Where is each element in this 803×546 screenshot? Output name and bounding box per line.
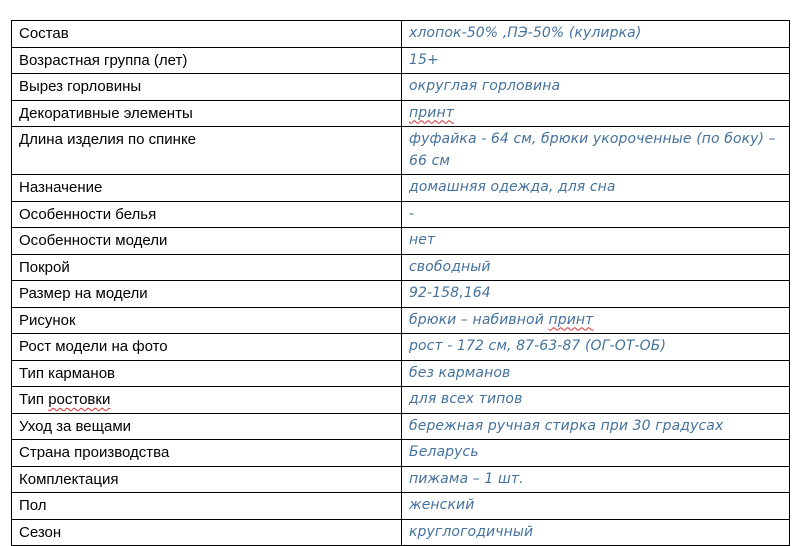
table-row [12,254,790,281]
row-label: Вырез горловины [12,74,402,101]
row-value: рост - 172 см, 87-63-87 (ОГ-ОТ-ОБ) [402,334,790,361]
row-label: Особенности модели [12,228,402,255]
table-row [12,74,790,101]
row-label: Тип карманов [12,360,402,387]
spellcheck-underlined-text: ростовки [48,391,111,408]
row-value [402,100,790,127]
row-value: нет [402,228,790,255]
row-label: Уход за вещами [12,413,402,440]
row-label [12,387,402,414]
row-label: Особенности белья [12,201,402,228]
row-value: пижама – 1 шт. [402,466,790,493]
row-value: округлая горловина [402,74,790,101]
row-label: Назначение [12,175,402,202]
row-value: хлопок-50% ,ПЭ-50% (кулирка) [402,21,790,48]
product-spec-table [11,20,790,546]
row-value [402,307,790,334]
row-value: без карманов [402,360,790,387]
table-row [12,334,790,361]
row-value: домашняя одежда, для сна [402,175,790,202]
table-row [12,47,790,74]
row-label: Пол [12,493,402,520]
row-value: 92-158,164 [402,281,790,308]
row-value: 15+ [402,47,790,74]
row-value: круглогодичный [402,519,790,546]
spellcheck-underlined-text: принт [409,104,454,121]
table-row [12,228,790,255]
row-label: Сезон [12,519,402,546]
table-row [12,440,790,467]
table-row [12,175,790,202]
spellcheck-underlined-text: принт [548,311,594,328]
table-row [12,21,790,48]
row-label: Длина изделия по спинке [12,127,402,175]
row-label: Декоративные элементы [12,100,402,127]
row-value: женский [402,493,790,520]
row-label: Рост модели на фото [12,334,402,361]
table-row [12,281,790,308]
table-row [12,127,790,175]
row-value: свободный [402,254,790,281]
table-row [12,519,790,546]
row-value: для всех типов [402,387,790,414]
row-label: Покрой [12,254,402,281]
table-row [12,360,790,387]
row-label: Состав [12,21,402,48]
table-row [12,466,790,493]
row-label: Рисунок [12,307,402,334]
label-text: Тип [19,391,49,408]
table-row [12,307,790,334]
row-value: Беларусь [402,440,790,467]
table-row [12,413,790,440]
value-text: брюки – набивной [409,311,549,328]
row-value: бережная ручная стирка при 30 градусах [402,413,790,440]
row-label: Комплектация [12,466,402,493]
row-value: - [402,201,790,228]
table-row [12,493,790,520]
row-label: Страна производства [12,440,402,467]
row-value: фуфайка - 64 см, брюки укороченные (по боку) – 66 см [402,127,790,175]
row-label: Размер на модели [12,281,402,308]
row-label: Возрастная группа (лет) [12,47,402,74]
table-row [12,387,790,414]
table-row [12,100,790,127]
table-row [12,201,790,228]
